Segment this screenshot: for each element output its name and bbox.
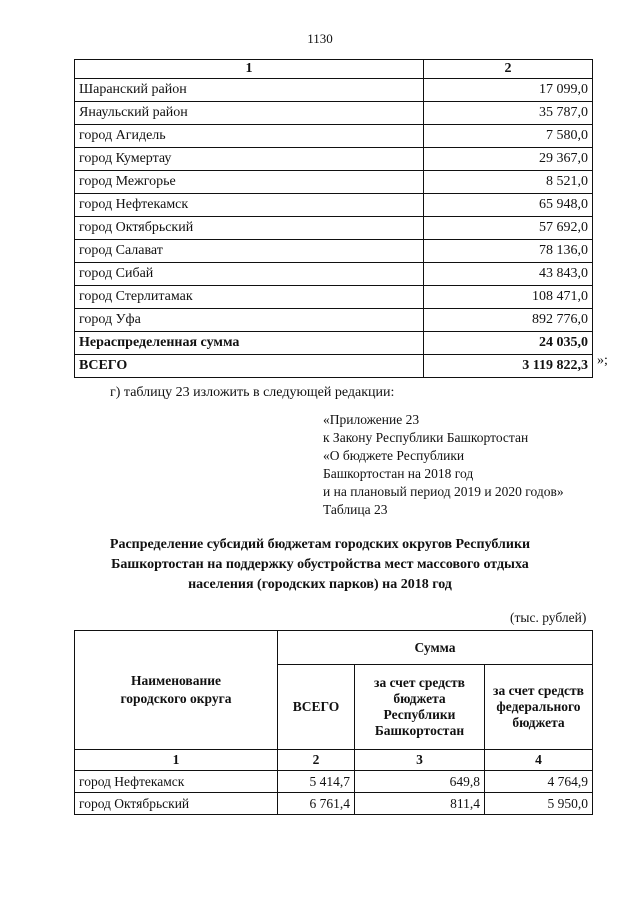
table-row [75, 148, 593, 171]
row-value: 65 948,0 [424, 194, 593, 217]
row-total: 6 761,4 [278, 793, 355, 815]
table-header-row [75, 631, 593, 665]
row-name: Янаульский район [75, 102, 424, 125]
page-number: 1130 [307, 31, 333, 46]
row-total: 5 414,7 [278, 771, 355, 793]
row-federal: 4 764,9 [485, 771, 593, 793]
table-row [75, 286, 593, 309]
column-number-1: 1 [75, 60, 424, 79]
header-line: федерального [496, 699, 581, 714]
table-row [75, 793, 593, 815]
row-regional: 811,4 [355, 793, 485, 815]
table-row [75, 125, 593, 148]
table-row [75, 217, 593, 240]
unallocated-value: 24 035,0 [424, 332, 593, 355]
units-label: (тыс. рублей) [510, 610, 587, 625]
row-name: город Нефтекамск [75, 194, 424, 217]
column-number-4: 4 [485, 750, 593, 771]
row-value: 17 099,0 [424, 79, 593, 102]
amendment-instruction: г) таблицу 23 изложить в следующей редакции: [110, 385, 395, 400]
column-number-1: 1 [75, 750, 278, 771]
row-value: 892 776,0 [424, 309, 593, 332]
table-row [75, 263, 593, 286]
title-line: Башкортостан на поддержку обустройства мест массового отдыха [111, 557, 529, 572]
appendix-line: к Закону Республики Башкортостан [323, 430, 529, 445]
total-row [75, 355, 593, 378]
table-row [75, 171, 593, 194]
row-name: город Межгорье [75, 171, 424, 194]
row-name: город Уфа [75, 309, 424, 332]
row-value: 8 521,0 [424, 171, 593, 194]
name-column-header [75, 631, 278, 750]
appendix-line: «Приложение 23 [323, 412, 420, 427]
row-name: город Сибай [75, 263, 424, 286]
header-line: Башкортостан [374, 723, 465, 738]
table-row [75, 102, 593, 125]
federal-budget-header [485, 665, 593, 750]
row-name: город Октябрьский [75, 217, 424, 240]
row-name: город Кумертау [75, 148, 424, 171]
row-value: 35 787,0 [424, 102, 593, 125]
table-title [60, 535, 580, 595]
row-value: 108 471,0 [424, 286, 593, 309]
row-name: город Агидель [75, 125, 424, 148]
row-value: 43 843,0 [424, 263, 593, 286]
district-totals-table [74, 59, 593, 378]
column-number-2: 2 [424, 60, 593, 79]
row-name: город Салават [75, 240, 424, 263]
unallocated-row [75, 332, 593, 355]
unallocated-label: Нераспределенная сумма [75, 332, 424, 355]
row-value: 57 692,0 [424, 217, 593, 240]
column-numbers-row [75, 750, 593, 771]
header-line: Наименование [131, 673, 221, 688]
table-header-row [75, 60, 593, 79]
title-line: населения (городских парков) на 2018 год [188, 577, 452, 592]
total-label: ВСЕГО [75, 355, 424, 378]
row-value: 7 580,0 [424, 125, 593, 148]
appendix-line: и на плановый период 2019 и 2020 годов» [323, 484, 564, 499]
header-line: городского округа [120, 691, 232, 706]
column-number-2: 2 [278, 750, 355, 771]
header-line: бюджета [512, 715, 565, 730]
header-line: за счет средств [493, 683, 584, 698]
regional-budget-header [355, 665, 485, 750]
row-name: город Стерлитамак [75, 286, 424, 309]
row-value: 78 136,0 [424, 240, 593, 263]
row-federal: 5 950,0 [485, 793, 593, 815]
header-line: Республики [383, 707, 456, 722]
appendix-line: Башкортостан на 2018 год [323, 466, 474, 481]
row-name: город Нефтекамск [75, 771, 278, 793]
table-row [75, 309, 593, 332]
row-regional: 649,8 [355, 771, 485, 793]
closing-quote-mark: »; [597, 353, 608, 368]
appendix-line: Таблица 23 [323, 502, 388, 517]
table-row [75, 771, 593, 793]
column-number-3: 3 [355, 750, 485, 771]
appendix-header [323, 411, 564, 519]
header-line: за счет средств [374, 675, 465, 690]
table-row [75, 194, 593, 217]
row-name: город Октябрьский [75, 793, 278, 815]
title-line: Распределение субсидий бюджетам городских округов Республики [109, 537, 531, 552]
header-line: бюджета [393, 691, 446, 706]
subsidies-table [74, 630, 593, 815]
total-value: 3 119 822,3 [424, 355, 593, 378]
total-column-header: ВСЕГО [278, 665, 355, 750]
appendix-line: «О бюджете Республики [323, 448, 465, 463]
table-row [75, 240, 593, 263]
sum-header: Сумма [278, 631, 593, 665]
row-name: Шаранский район [75, 79, 424, 102]
table-row [75, 79, 593, 102]
row-value: 29 367,0 [424, 148, 593, 171]
